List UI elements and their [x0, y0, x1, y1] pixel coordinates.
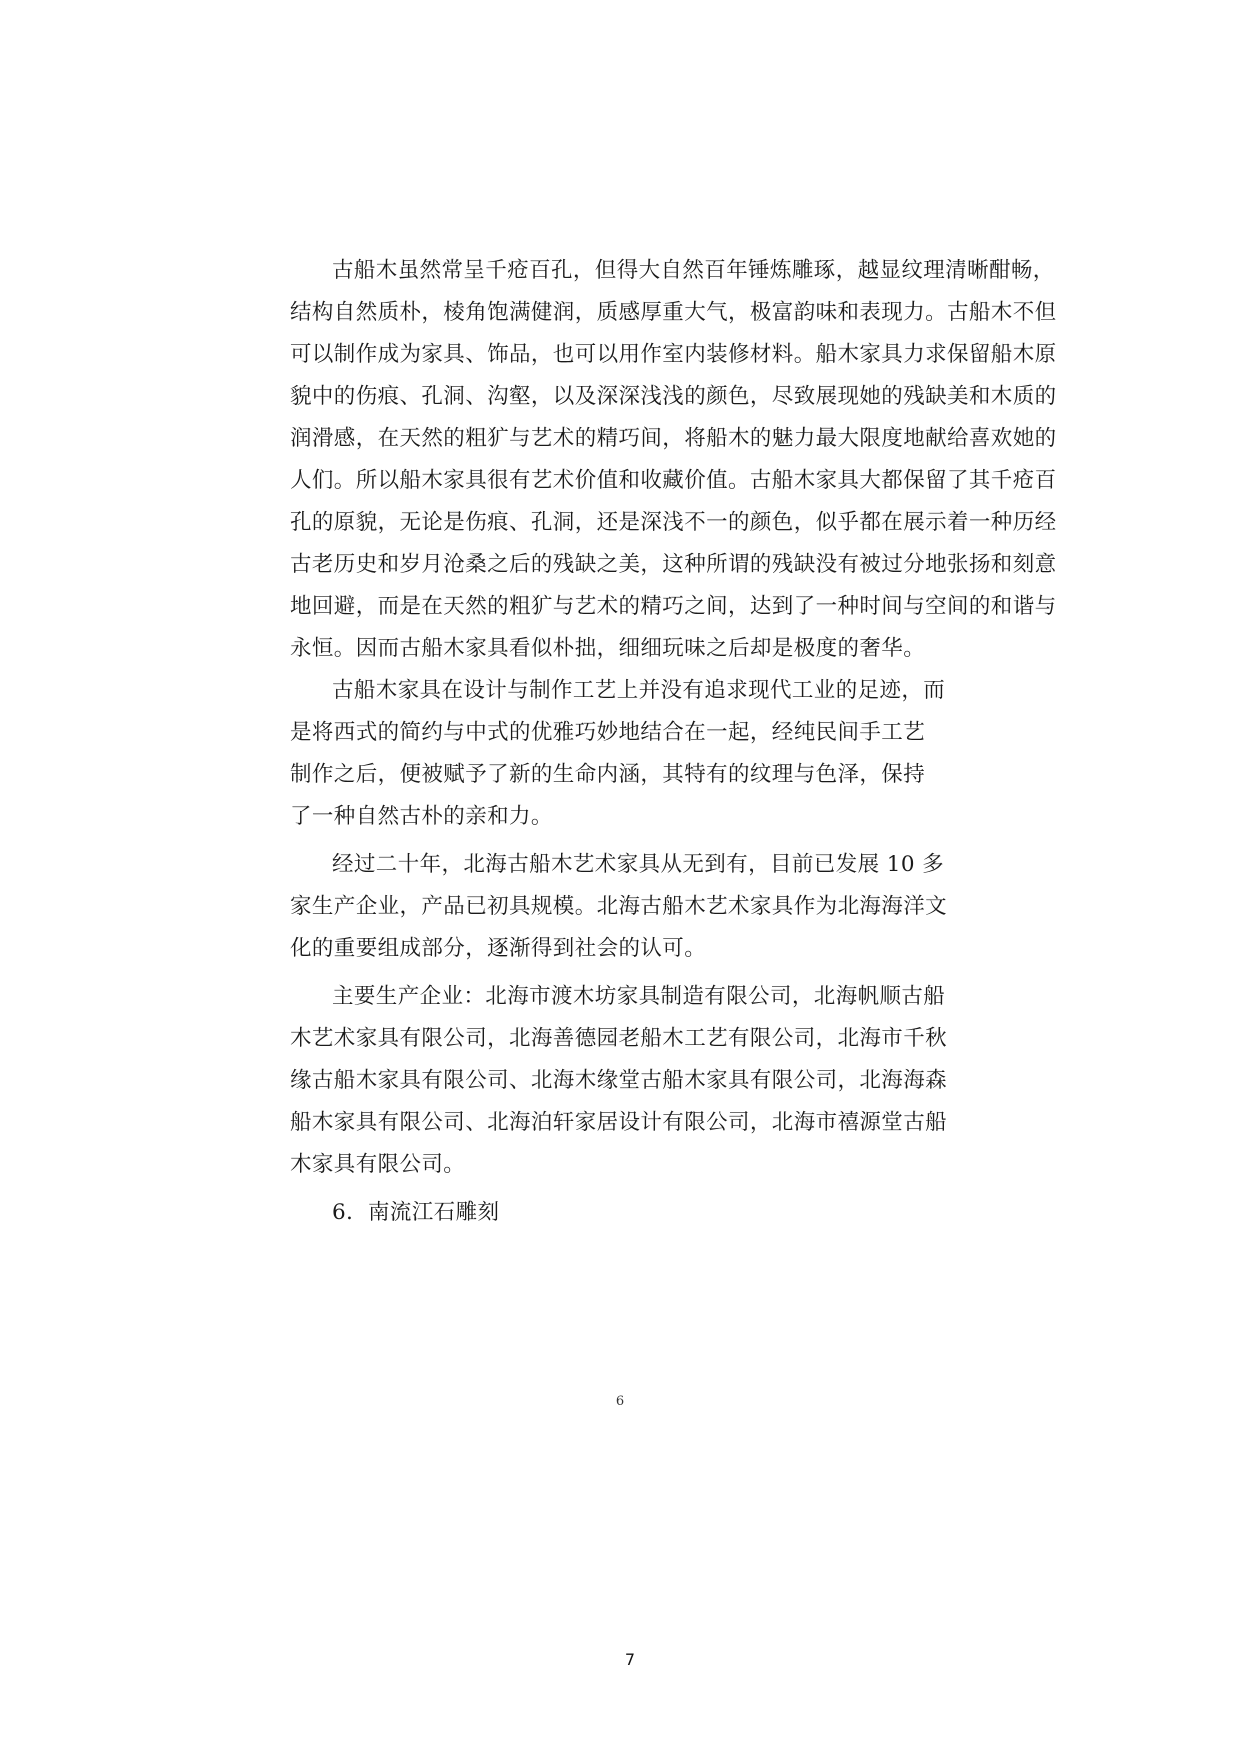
- text-line: 古船木虽然常呈千疮百孔，但得大自然百年锤炼雕琢，越显纹理清晰酣畅，: [332, 258, 1055, 283]
- text-line: 制作之后，便被赋予了新的生命内涵，其特有的纹理与色泽，保持: [290, 762, 926, 787]
- text-line: 主要生产企业：北海市渡木坊家具制造有限公司，北海帆顺古船: [332, 984, 946, 1009]
- text-line: 经过二十年，北海古船木艺术家具从无到有，目前已发展 10 多: [332, 852, 945, 877]
- text-line: 缘古船木家具有限公司、北海木缘堂古船木家具有限公司，北海海森: [290, 1068, 948, 1093]
- text-line: 化的重要组成部分，逐渐得到社会的认可。: [290, 936, 707, 961]
- text-line: 地回避，而是在天然的粗犷与艺术的精巧之间，达到了一种时间与空间的和谐与: [290, 594, 1057, 619]
- text-line: 了一种自然古朴的亲和力。: [290, 804, 553, 829]
- text-line: 润滑感，在天然的粗犷与艺术的精巧间，将船木的魅力最大限度地献给喜欢她的: [290, 426, 1057, 451]
- text-line: 孔的原貌，无论是伤痕、孔洞，还是深浅不一的颜色，似乎都在展示着一种历经: [290, 510, 1057, 535]
- text-line: 永恒。因而古船木家具看似朴拙，细细玩味之后却是极度的奢华。: [290, 636, 926, 661]
- outer-page-number: 7: [624, 1650, 636, 1669]
- text-line: 木艺术家具有限公司，北海善德园老船木工艺有限公司，北海市千秋: [290, 1026, 948, 1051]
- text-line: 古船木家具在设计与制作工艺上并没有追求现代工业的足迹，而: [332, 678, 946, 703]
- text-line: 貌中的伤痕、孔洞、沟壑，以及深深浅浅的颜色，尽致展现她的残缺美和木质的: [290, 384, 1057, 409]
- text-line: 古老历史和岁月沧桑之后的残缺之美，这种所谓的残缺没有被过分地张扬和刻意: [290, 552, 1057, 577]
- text-line: 可以制作成为家具、饰品，也可以用作室内装修材料。船木家具力求保留船木原: [290, 342, 1057, 367]
- text-line: 木家具有限公司。: [290, 1152, 466, 1177]
- section-heading: 6．南流江石雕刻: [332, 1200, 500, 1225]
- text-line: 家生产企业，产品已初具规模。北海古船木艺术家具作为北海海洋文: [290, 894, 948, 919]
- text-line: 船木家具有限公司、北海泊轩家居设计有限公司，北海市禧源堂古船: [290, 1110, 948, 1135]
- text-line: 是将西式的简约与中式的优雅巧妙地结合在一起，经纯民间手工艺: [290, 720, 926, 745]
- text-line: 结构自然质朴，棱角饱满健润，质感厚重大气，极富韵味和表现力。古船木不但: [290, 300, 1057, 325]
- inner-page-number: 6: [615, 1394, 625, 1409]
- text-line: 人们。所以船木家具很有艺术价值和收藏价值。古船木家具大都保留了其千疮百: [290, 468, 1057, 493]
